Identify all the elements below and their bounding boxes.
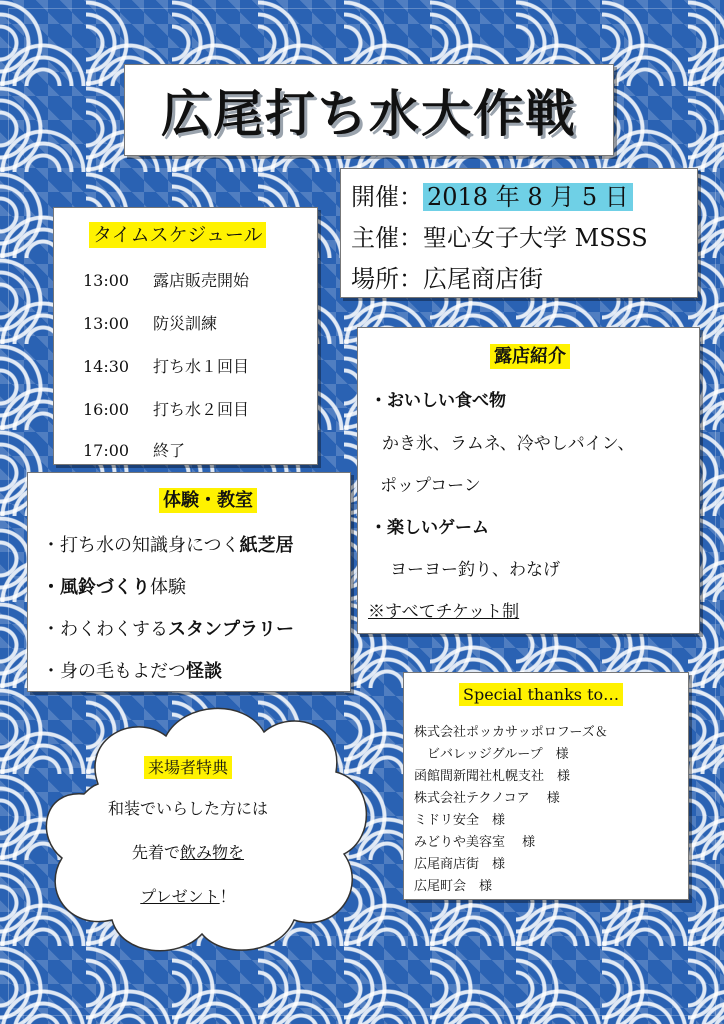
- schedule-event: 打ち水２回目: [153, 400, 250, 419]
- stalls-heading: 露店紹介: [490, 342, 570, 368]
- sponsor-line: 函館間新聞社札幌支社 様: [414, 769, 571, 784]
- cloud-shape: [38, 698, 378, 960]
- experience-item: ・身の毛もよだつ怪談: [42, 661, 222, 682]
- schedule-time: 13:00: [83, 271, 130, 290]
- stalls-food-line: かき氷、ラムネ、冷やしパイン、: [382, 434, 635, 454]
- sponsor-line: ミドリ安全 様: [414, 813, 506, 828]
- sponsor-line: 広尾商店街 様: [414, 857, 506, 872]
- poster-title: 広尾打ち水大作戦: [161, 85, 577, 143]
- stalls-box: [357, 327, 700, 634]
- stalls-game-line: ヨーヨー釣り、わなげ: [390, 560, 560, 580]
- stalls-ticket-note: ※すべてチケット制: [368, 602, 520, 622]
- schedule-time: 17:00: [83, 441, 130, 460]
- sponsor-line: ビバレッジグループ 様: [414, 747, 569, 762]
- title-box: [124, 64, 614, 156]
- sponsor-line: みどりや美容室 様: [414, 835, 536, 850]
- experience-item: ・風鈴づくり体験: [42, 577, 186, 598]
- visitor-bonus-cloud: [38, 698, 378, 960]
- schedule-row: [83, 268, 249, 291]
- schedule-heading: タイムスケジュール: [89, 220, 266, 247]
- schedule-time: 13:00: [83, 314, 130, 333]
- thanks-heading: Special thanks to…: [459, 685, 623, 704]
- experience-box: [27, 472, 351, 692]
- event-date-value: 2018 年 8 月 5 日: [423, 183, 633, 211]
- schedule-event: 終了: [153, 441, 186, 460]
- event-date: [351, 177, 687, 218]
- experience-item: ・打ち水の知識身につく紙芝居: [42, 535, 294, 556]
- bonus-line: プレゼント！: [140, 887, 236, 906]
- stalls-game-title: ・楽しいゲーム: [370, 518, 489, 538]
- schedule-row: [83, 311, 217, 334]
- bonus-heading: 来場者特典: [38, 755, 338, 778]
- schedule-event: 打ち水１回目: [153, 357, 250, 376]
- thanks-box: [403, 672, 689, 900]
- bonus-line: 先着で飲み物を: [131, 843, 245, 862]
- event-venue: 場所：広尾商店街: [351, 265, 543, 293]
- event-date-label: 開催：: [351, 183, 423, 211]
- experience-item: ・わくわくするスタンプラリー: [42, 619, 294, 640]
- stalls-food-title: ・おいしい食べ物: [370, 391, 506, 411]
- sponsor-line: 広尾町会 様: [414, 879, 493, 894]
- schedule-event: 防災訓練: [153, 314, 218, 333]
- schedule-row: [83, 354, 249, 377]
- experience-heading: 体験・教室: [159, 486, 257, 512]
- schedule-event: 露店販売開始: [153, 271, 250, 290]
- sponsor-line: 株式会社テクノコア 様: [414, 791, 560, 806]
- schedule-row: [83, 438, 185, 461]
- event-info-box: [340, 168, 698, 298]
- schedule-row: [83, 397, 249, 420]
- schedule-box: [53, 207, 318, 465]
- schedule-time: 14:30: [83, 357, 130, 376]
- sponsor-line: 株式会社ポッカサッポロフーズ＆: [414, 725, 608, 740]
- stalls-food-line: ポップコーン: [380, 476, 481, 496]
- event-organizer: 主催：聖心女子大学 MSSS: [351, 224, 648, 252]
- bonus-line: 和装でいらした方には: [107, 799, 268, 818]
- schedule-time: 16:00: [83, 400, 130, 419]
